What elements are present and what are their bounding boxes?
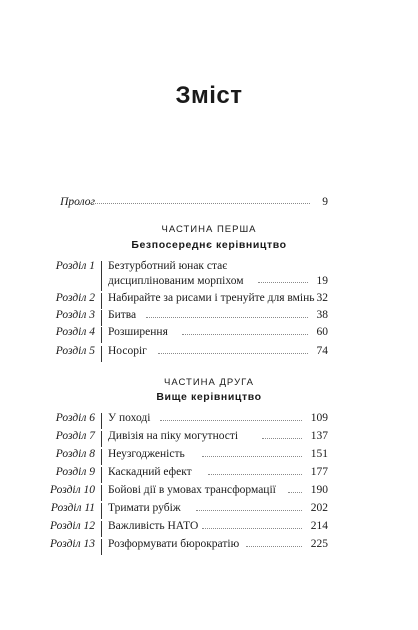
chapter-label: Розділ 9 — [55, 466, 95, 478]
chapter-title-line2: дисциплінованим морпіхом — [108, 275, 244, 287]
part-label: ЧАСТИНА ДРУГА — [164, 377, 254, 388]
part-label: ЧАСТИНА ПЕРША — [161, 224, 257, 235]
divider — [101, 485, 102, 501]
chapter-label: Розділ 5 — [55, 345, 95, 357]
chapter-title: Важливість НАТО — [108, 520, 199, 532]
toc-chapter-9[interactable] — [0, 466, 418, 482]
chapter-title: Безтурботний юнак стає — [108, 260, 228, 272]
toc-chapter-10[interactable] — [0, 484, 418, 500]
chapter-title: Битва — [108, 309, 137, 321]
divider — [101, 503, 102, 519]
chapter-title: Розширення — [108, 326, 168, 338]
chapter-label: Розділ 1 — [55, 260, 95, 272]
chapter-page: 225 — [310, 538, 328, 550]
toc-chapter-5[interactable] — [0, 345, 418, 361]
divider — [101, 293, 102, 309]
chapter-label: Розділ 13 — [50, 538, 95, 550]
toc-chapter-2[interactable] — [0, 292, 418, 308]
chapter-title: Неузгодженість — [108, 448, 185, 460]
chapter-title: У поході — [108, 412, 151, 424]
toc-prologue[interactable] — [0, 196, 418, 212]
chapter-label: Розділ 10 — [50, 484, 95, 496]
chapter-page: 38 — [316, 309, 328, 321]
chapter-label: Розділ 11 — [50, 502, 95, 514]
toc-chapter-11[interactable] — [0, 502, 418, 518]
chapter-page: 74 — [316, 345, 328, 357]
chapter-title: Розформувати бюрократію — [108, 538, 240, 550]
dot-leader — [158, 353, 308, 354]
dot-leader — [90, 203, 310, 204]
divider — [101, 449, 102, 465]
chapter-title: Бойові дії в умовах трансформації — [108, 484, 276, 496]
toc-chapter-3[interactable] — [0, 309, 418, 325]
toc-chapter-13[interactable] — [0, 538, 418, 554]
chapter-title: Каскадний ефект — [108, 466, 192, 478]
chapter-label: Розділ 4 — [55, 326, 95, 338]
chapter-page: 177 — [310, 466, 328, 478]
chapter-page: 214 — [310, 520, 328, 532]
divider — [101, 413, 102, 429]
toc-chapter-7[interactable] — [0, 430, 418, 446]
prologue-label: Пролог — [60, 196, 95, 208]
chapter-title: Дивізія на піку могутності — [108, 430, 239, 442]
chapter-page: 151 — [310, 448, 328, 460]
chapter-page: 190 — [310, 484, 328, 496]
chapter-label: Розділ 7 — [55, 430, 95, 442]
chapter-page: 202 — [310, 502, 328, 514]
toc-chapter-6[interactable] — [0, 412, 418, 428]
chapter-page: 19 — [316, 275, 328, 287]
dot-leader — [202, 456, 302, 457]
part-title: Вище керівництво — [156, 391, 262, 403]
divider — [101, 539, 102, 555]
dot-leader — [146, 317, 308, 318]
chapter-title: Тримати рубіж — [108, 502, 181, 514]
chapter-page: 60 — [316, 326, 328, 338]
dot-leader — [196, 510, 302, 511]
chapter-label: Розділ 8 — [55, 448, 95, 460]
prologue-page: 9 — [322, 196, 328, 208]
dot-leader — [202, 528, 302, 529]
chapter-title: Набирайте за рисами і тренуйте для вмінь — [108, 292, 315, 304]
part-title: Безпосереднє керівництво — [131, 239, 287, 251]
divider — [101, 431, 102, 447]
divider — [101, 327, 102, 343]
divider — [101, 346, 102, 362]
page-title: Зміст — [175, 82, 243, 109]
divider — [101, 261, 102, 291]
chapter-page: 109 — [310, 412, 328, 424]
chapter-label: Розділ 6 — [55, 412, 95, 424]
toc-chapter-8[interactable] — [0, 448, 418, 464]
toc-chapter-12[interactable] — [0, 520, 418, 536]
chapter-page: 32 — [316, 292, 328, 304]
dot-leader — [160, 420, 302, 421]
chapter-title: Носоріг — [108, 345, 147, 357]
toc-chapter-1[interactable] — [0, 260, 418, 292]
toc-chapter-4[interactable] — [0, 326, 418, 342]
chapter-label: Розділ 12 — [50, 520, 95, 532]
chapter-label: Розділ 2 — [55, 292, 95, 304]
divider — [101, 467, 102, 483]
chapter-label: Розділ 3 — [55, 309, 95, 321]
divider — [101, 310, 102, 326]
chapter-page: 137 — [310, 430, 328, 442]
divider — [101, 521, 102, 537]
